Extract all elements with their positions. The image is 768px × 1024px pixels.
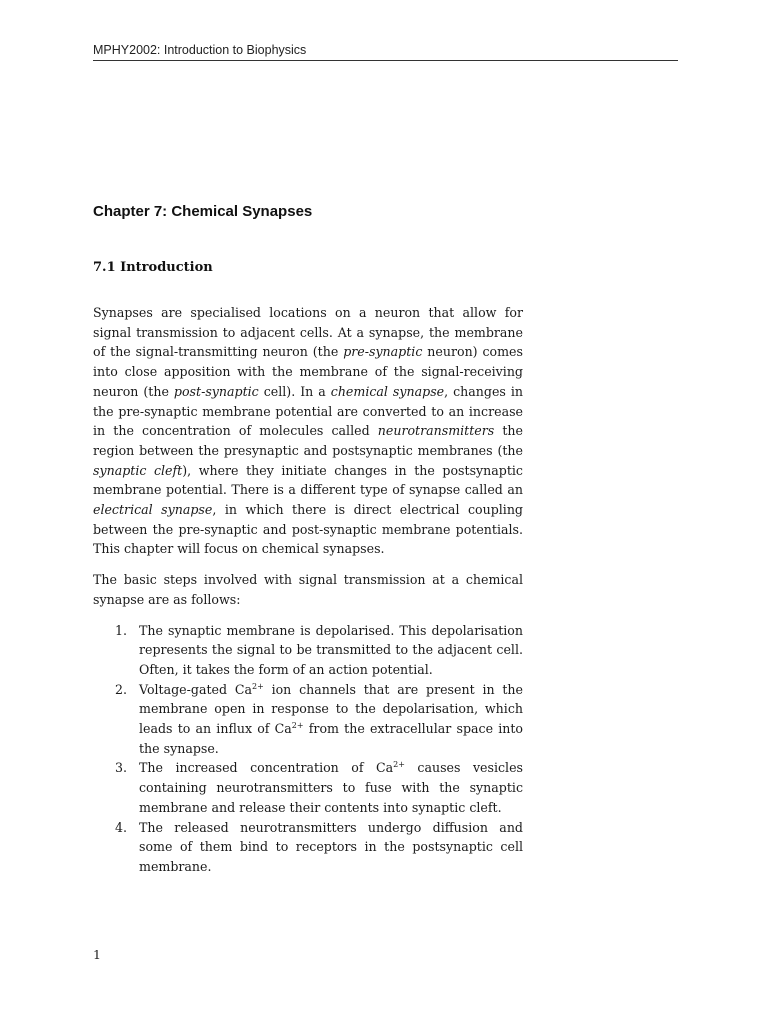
steps-intro-paragraph: The basic steps involved with signal transmission at a chemical synapse are as follows: [93,572,523,607]
intro-text-7: , in which there is direct electrical coupling between the pre-synaptic and post-synaptic membrane potentials. This chapter will focus on chemical synapses. [93,502,523,557]
intro-text-5: the region between the presynaptic and postsynaptic membranes (the [93,423,523,458]
term-chemical-synapse: chemical synapse [330,383,445,399]
intro-text-6: ), where they initiate changes in the postsynaptic membrane potential. There is a different type of synapse called an [93,462,523,498]
term-post-synaptic: post-synaptic [173,383,259,399]
intro-text-3: cell). In a [258,383,331,399]
page-number: 1 [93,947,101,962]
term-neurotransmitters: neurotransmitters [377,423,495,439]
step-text-b: ion channels that are present in the membrane open in response to the depolarisation, which leads to an influx of Ca [139,681,523,737]
step-text: The synaptic membrane is depolarised. This depolarisation represents the signal to be transmitted to the adjacent cell. Often, it takes the form of an action potential. [139,622,523,677]
step-text-b: causes vesicles containing neurotransmitters to fuse with the synaptic membrane and release their contents into synaptic cleft. [139,760,523,815]
step-text-a: Voltage-gated Ca [139,681,252,697]
chapter-title: Chapter 7: Chemical Synapses [93,203,313,220]
step-text-a: The increased concentration of Ca [139,760,394,776]
intro-text-2: neuron) comes into close apposition with the membrane of the signal-receiving neuron (the [93,344,523,399]
term-pre-synaptic: pre-synaptic [343,344,423,360]
superscript-charge: 2+ [251,681,264,691]
step-item [93,621,523,680]
steps-list [93,621,523,877]
superscript-charge: 2+ [393,760,405,770]
step-text: The released neurotransmitters undergo diffusion and some of them bind to receptors in the postsynaptic cell membrane. [139,819,523,874]
step-item [93,680,523,759]
running-header: MPHY2002: Introduction to Biophysics [93,43,678,61]
section-title: 7.1 Introduction [93,260,213,275]
term-synaptic-cleft: synaptic cleft [93,462,183,478]
step-number: 3. [115,760,128,776]
step-number: 1. [115,622,128,638]
intro-paragraph [93,303,523,559]
step-item [93,758,523,817]
step-number: 2. [115,681,128,697]
step-item [93,818,523,877]
intro-text-4: , changes in the pre-synaptic membrane potential are converted to an increase in the concentration of molecules called [93,383,523,439]
step-text-c: from the extracellular space into the synapse. [139,721,523,756]
step-number: 4. [115,819,128,835]
term-electrical-synapse: electrical synapse [93,502,213,518]
intro-text-1: Synapses are specialised locations on a neuron that allow for signal transmission to adjacent cells. At a synapse, the membrane of the signal-transmitting neuron (the [93,305,523,360]
superscript-charge: 2+ [291,721,304,731]
body-text [93,303,523,877]
